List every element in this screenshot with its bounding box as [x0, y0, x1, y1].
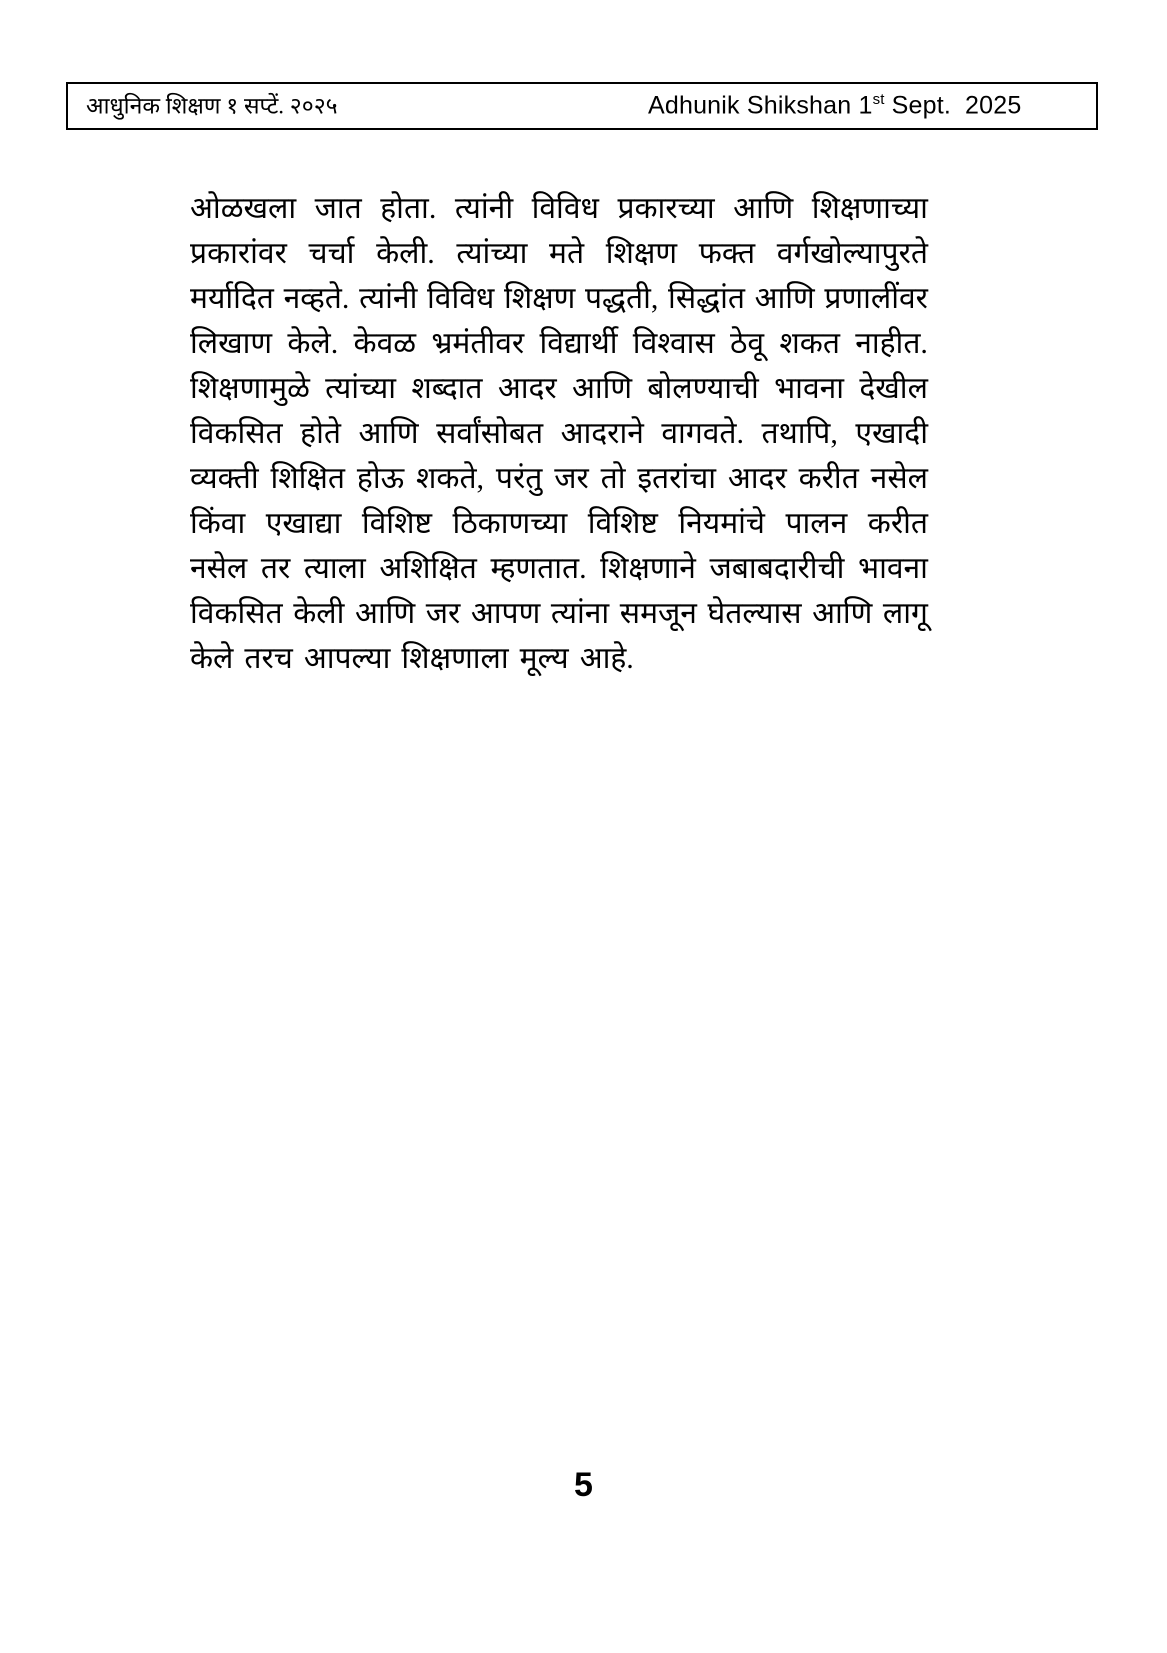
text-line — [190, 501, 928, 546]
text-word: वर्गखोल्यापुरते — [776, 237, 928, 270]
text-word: सिद्धांत — [668, 282, 745, 315]
text-word: सर्वांसोबत — [436, 417, 544, 450]
text-word: आहे. — [579, 642, 634, 675]
text-word: नसेल — [870, 462, 928, 495]
text-word: पद्धती, — [585, 282, 659, 315]
text-word: पालन — [785, 507, 848, 540]
text-word: केली — [293, 597, 345, 630]
text-word: नव्हते. — [283, 282, 350, 315]
text-word: आपण — [470, 597, 541, 630]
text-word: आणि — [812, 597, 873, 630]
header-title-marathi: आधुनिक शिक्षण १ सप्टें. २०२५ — [86, 93, 338, 119]
text-word: भावना — [857, 552, 928, 585]
text-word: आणि — [571, 372, 633, 405]
text-word: समजून — [619, 597, 697, 630]
text-word: केले — [190, 642, 234, 675]
text-word: फक्त — [698, 237, 756, 270]
text-word: आणि — [733, 192, 794, 225]
text-word: शकते, — [416, 462, 485, 495]
text-line — [190, 456, 928, 501]
text-word: विश्वास — [632, 327, 715, 360]
text-word: नियमांचे — [678, 507, 765, 540]
text-word: शिक्षण — [504, 282, 576, 315]
text-word: लागू — [882, 597, 928, 630]
text-word: किंवा — [190, 507, 246, 540]
text-word: ठेवू — [730, 327, 765, 360]
header-title-english-main: Adhunik Shikshan 1 — [648, 91, 873, 120]
header-title-english — [648, 91, 1022, 120]
text-word: आदर — [497, 372, 557, 405]
text-word: होऊ — [356, 462, 405, 495]
text-word: भ्रमंतीवर — [431, 327, 525, 360]
text-word: शकत — [779, 327, 840, 360]
text-line — [190, 411, 928, 456]
text-word: त्याला — [303, 552, 366, 585]
text-word: शिक्षणाच्या — [811, 192, 928, 225]
text-word: केले. — [287, 327, 339, 360]
text-word: तर — [260, 552, 291, 585]
text-word: देखील — [859, 372, 928, 405]
text-word: केवळ — [353, 327, 417, 360]
text-line — [190, 591, 928, 636]
text-word: व्यक्ती — [190, 462, 259, 495]
text-word: करीत — [798, 462, 859, 495]
text-word: आपल्या — [303, 642, 391, 675]
text-line — [190, 276, 928, 321]
text-line — [190, 321, 928, 366]
text-line — [190, 636, 928, 681]
text-word: विशिष्ट — [587, 507, 658, 540]
text-word: इतरांचा — [637, 462, 717, 495]
header-title-month: Sept. — [891, 91, 952, 120]
text-word: ठिकाणच्या — [452, 507, 568, 540]
text-word: जर — [554, 462, 589, 495]
text-word: त्यांनी — [454, 192, 514, 225]
text-word: शिक्षणाला — [401, 642, 509, 675]
header-title-ordinal-suffix: st — [872, 91, 885, 109]
text-word: त्यांच्या — [456, 237, 528, 270]
text-word: जर — [425, 597, 461, 630]
text-word: आणि — [754, 282, 815, 315]
text-word: लिखाण — [190, 327, 273, 360]
text-line — [190, 186, 928, 231]
text-word: वागवते. — [661, 417, 744, 450]
text-word: होते — [300, 417, 341, 450]
text-line — [190, 231, 928, 276]
text-word: विद्यार्थी — [539, 327, 618, 360]
text-line — [190, 366, 928, 411]
text-word: शिक्षणामुळे — [190, 372, 310, 405]
text-word: आणि — [358, 417, 419, 450]
text-word: शिक्षण — [605, 237, 678, 270]
text-word: शब्दात — [411, 372, 483, 405]
text-word: जात — [314, 192, 362, 225]
text-word: त्यांना — [550, 597, 610, 630]
text-word: मूल्य — [519, 642, 569, 675]
text-word: नाहीत. — [855, 327, 928, 360]
running-header-box — [66, 82, 1098, 130]
header-title-year: 2025 — [965, 91, 1022, 120]
text-word: केली. — [376, 237, 435, 270]
text-word: मते — [549, 237, 585, 270]
page-number: 5 — [574, 1466, 593, 1504]
text-word: शिक्षित — [270, 462, 346, 495]
text-word: अशिक्षित — [379, 552, 477, 585]
text-word: प्रकारच्या — [617, 192, 715, 225]
text-word: परंतु — [495, 462, 543, 495]
text-word: बोलण्याची — [647, 372, 759, 405]
text-word: त्यांनी — [359, 282, 418, 315]
text-word: तो — [600, 462, 626, 495]
body-paragraph — [190, 186, 928, 681]
text-word: नसेल — [190, 552, 248, 585]
text-word: एखाद्या — [265, 507, 342, 540]
text-word: आदर — [727, 462, 787, 495]
text-word: म्हणतात. — [490, 552, 587, 585]
text-word: प्रणालींवर — [824, 282, 928, 315]
text-word: शिक्षणाने — [600, 552, 696, 585]
text-word: आणि — [355, 597, 416, 630]
text-word: त्यांच्या — [325, 372, 397, 405]
text-word: होता. — [380, 192, 437, 225]
text-word: प्रकारांवर — [190, 237, 287, 270]
text-word: विशिष्ट — [361, 507, 432, 540]
text-word: मर्यादित — [190, 282, 274, 315]
text-word: विविध — [531, 192, 599, 225]
text-word: एखादी — [855, 417, 928, 450]
text-word: विकसित — [190, 417, 283, 450]
text-line — [190, 546, 928, 591]
text-word: तरच — [244, 642, 293, 675]
running-header-content — [68, 84, 1096, 128]
text-word: करीत — [867, 507, 928, 540]
text-word: चर्चा — [308, 237, 355, 270]
text-word: ओळखला — [190, 192, 297, 225]
text-word: जबाबदारीची — [709, 552, 845, 585]
text-word: आदराने — [560, 417, 644, 450]
text-word: विविध — [427, 282, 495, 315]
text-word: भावना — [774, 372, 845, 405]
text-word: विकसित — [190, 597, 283, 630]
text-word: घेतल्यास — [707, 597, 802, 630]
text-word: तथापि, — [761, 417, 838, 450]
